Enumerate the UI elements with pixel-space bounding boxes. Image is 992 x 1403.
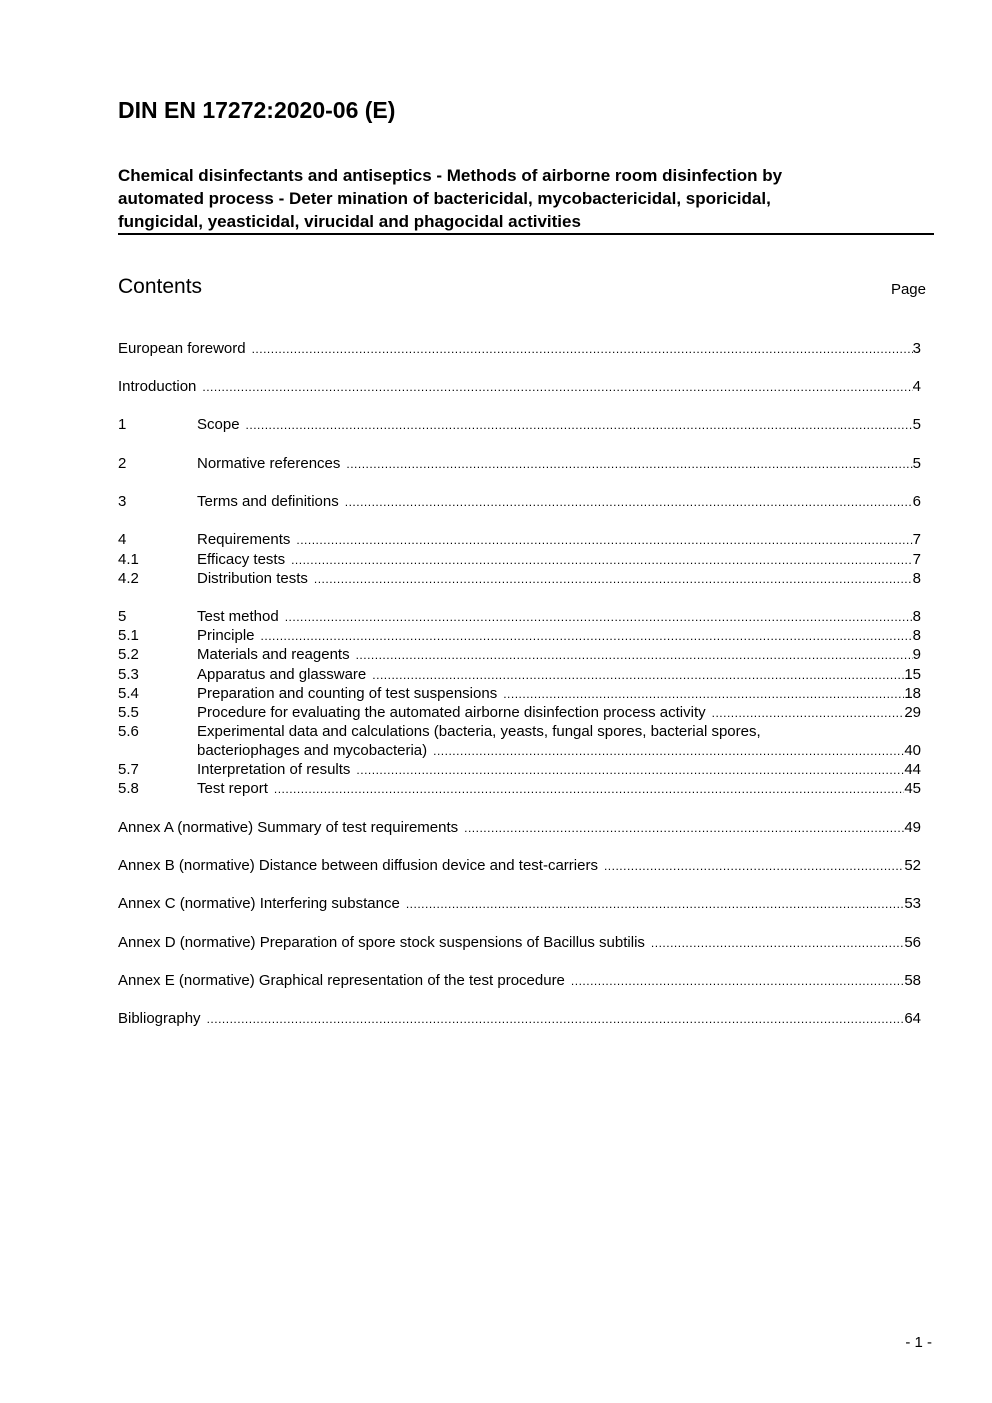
- toc-leader-dots: [356, 646, 913, 665]
- toc-entry-number: 3: [118, 493, 127, 510]
- toc-leader-dots: [464, 819, 904, 838]
- toc-entry-label: Interpretation of results: [197, 761, 351, 778]
- toc-entry-label: European foreword: [118, 340, 246, 357]
- toc-entry-label: Annex E (normative) Graphical representation of the test procedure: [118, 972, 565, 989]
- toc-entry-label: Efficacy tests: [197, 551, 286, 568]
- document-subtitle: [118, 164, 933, 233]
- toc-entry-experimental-data-line1[interactable]: [118, 722, 921, 741]
- toc-entry-annex-d[interactable]: [118, 933, 921, 952]
- toc-entry-number: 2: [118, 455, 127, 472]
- toc-entry-label: Annex B (normative) Distance between diffusion device and test-carriers: [118, 857, 598, 874]
- toc-entry-label: Annex A (normative) Summary of test requirements: [118, 819, 459, 836]
- toc-entry-number: 5.6: [118, 723, 139, 740]
- toc-entry-label: Distribution tests: [197, 570, 308, 587]
- title-divider: [118, 233, 934, 235]
- toc-entry-page: 5: [912, 455, 921, 472]
- toc-entry-label: Scope: [197, 416, 240, 433]
- toc-entry-label: Normative references: [197, 455, 341, 472]
- toc-entry-label: Requirements: [197, 531, 291, 548]
- page-column-heading: Page: [890, 281, 926, 298]
- toc-leader-dots: [503, 685, 904, 704]
- toc-entry-number: 4.1: [118, 551, 139, 568]
- toc-entry-preparation-counting[interactable]: [118, 684, 921, 703]
- toc-entry-page: 3: [912, 340, 921, 357]
- toc-entry-page: 64: [904, 1010, 921, 1027]
- toc-entry-label: Materials and reagents: [197, 646, 350, 663]
- toc-entry-test-method[interactable]: [118, 607, 921, 626]
- toc-entry-test-report[interactable]: [118, 779, 921, 798]
- toc-leader-dots: [314, 570, 913, 589]
- toc-entry-annex-e[interactable]: [118, 971, 921, 990]
- toc-entry-number: 4.2: [118, 570, 139, 587]
- page-number: - 1 -: [905, 1334, 932, 1351]
- toc-entry-apparatus-glassware[interactable]: [118, 665, 921, 684]
- toc-entry-number: 5.5: [118, 704, 139, 721]
- toc-entry-page: 15: [904, 666, 921, 683]
- toc-leader-dots: [604, 857, 904, 876]
- toc-entry-terms-definitions[interactable]: [118, 492, 921, 511]
- toc-leader-dots: [571, 972, 904, 991]
- document-title: DIN EN 17272:2020-06 (E): [118, 97, 396, 123]
- toc-entry-number: 5.3: [118, 666, 139, 683]
- toc-entry-label: Procedure for evaluating the automated airborne disinfection process activity: [197, 704, 706, 721]
- toc-entry-page: 45: [904, 780, 921, 797]
- toc-entry-number: 1: [118, 416, 127, 433]
- toc-leader-dots: [712, 704, 905, 723]
- toc-entry-annex-a[interactable]: [118, 818, 921, 837]
- toc-entry-normative-references[interactable]: [118, 454, 921, 473]
- toc-leader-dots: [285, 608, 913, 627]
- toc-entry-page: 18: [904, 685, 921, 702]
- toc-entry-annex-c[interactable]: [118, 894, 921, 913]
- toc-entry-page: 56: [904, 934, 921, 951]
- toc-entry-page: 7: [912, 531, 921, 548]
- toc-leader-dots: [345, 493, 913, 512]
- toc-entry-number: 5.8: [118, 780, 139, 797]
- toc-entry-page: 53: [904, 895, 921, 912]
- toc-leader-dots: [252, 340, 913, 359]
- toc-entry-principle[interactable]: [118, 626, 921, 645]
- toc-entry-label: Apparatus and glassware: [197, 666, 367, 683]
- toc-entry-page: 5: [912, 416, 921, 433]
- toc-entry-number: 5.1: [118, 627, 139, 644]
- toc-leader-dots: [296, 531, 912, 550]
- toc-entry-page: 40: [904, 742, 921, 759]
- toc-entry-page: 9: [912, 646, 921, 663]
- toc-leader-dots: [356, 761, 904, 780]
- toc-entry-number: 5: [118, 608, 127, 625]
- toc-entry-scope[interactable]: [118, 415, 921, 434]
- contents-heading: Contents: [118, 275, 203, 298]
- toc-entry-label: Terms and definitions: [197, 493, 339, 510]
- toc-entry-number: 5.2: [118, 646, 139, 663]
- toc-entry-page: 52: [904, 857, 921, 874]
- toc-entry-distribution-tests[interactable]: [118, 569, 921, 588]
- toc-entry-page: 29: [904, 704, 921, 721]
- toc-entry-efficacy-tests[interactable]: [118, 550, 921, 569]
- toc-leader-dots: [274, 780, 904, 799]
- toc-entry-annex-b[interactable]: [118, 856, 921, 875]
- toc-leader-dots: [202, 378, 912, 397]
- toc-entry-label: Test report: [197, 780, 268, 797]
- toc-leader-dots: [651, 934, 904, 953]
- toc-entry-number: 5.7: [118, 761, 139, 778]
- toc-entry-label: Annex C (normative) Interfering substance: [118, 895, 400, 912]
- toc-entry-label: Introduction: [118, 378, 197, 395]
- toc-entry-label: bacteriophages and mycobacteria): [197, 742, 428, 759]
- toc-entry-requirements[interactable]: [118, 530, 921, 549]
- toc-entry-page: 4: [912, 378, 921, 395]
- toc-entry-label: Annex D (normative) Preparation of spore stock suspensions of Bacillus subtilis: [118, 934, 645, 951]
- toc-entry-label: Bibliography: [118, 1010, 201, 1027]
- toc-entry-page: 44: [904, 761, 921, 778]
- subtitle-line: Chemical disinfectants and antiseptics - Methods of airborne room disinfection by: [118, 166, 783, 185]
- toc-entry-introduction[interactable]: [118, 377, 921, 396]
- toc-entry-procedure-evaluating[interactable]: [118, 703, 921, 722]
- subtitle-line: automated process - Deter mination of bactericidal, mycobactericidal, sporicidal,: [118, 189, 771, 208]
- toc-leader-dots: [291, 551, 913, 570]
- toc-entry-european-foreword[interactable]: [118, 339, 921, 358]
- toc-entry-page: 8: [912, 627, 921, 644]
- toc-entry-label: Test method: [197, 608, 279, 625]
- toc-leader-dots: [207, 1010, 905, 1029]
- toc-entry-number: 5.4: [118, 685, 139, 702]
- toc-leader-dots: [406, 895, 905, 914]
- toc-leader-dots: [346, 455, 912, 474]
- toc-entry-page: 6: [912, 493, 921, 510]
- toc-leader-dots: [372, 666, 904, 685]
- toc-entry-label: Preparation and counting of test suspensions: [197, 685, 498, 702]
- toc-entry-label: Experimental data and calculations (bacteria, yeasts, fungal spores, bacterial spores,: [197, 723, 761, 740]
- toc-entry-materials-reagents[interactable]: [118, 645, 921, 664]
- toc-entry-page: 8: [912, 570, 921, 587]
- toc-entry-number: 4: [118, 531, 127, 548]
- toc-entry-page: 8: [912, 608, 921, 625]
- toc-entry-page: 58: [904, 972, 921, 989]
- toc-entry-label: Principle: [197, 627, 255, 644]
- toc-leader-dots: [433, 742, 904, 761]
- toc-entry-experimental-data-line2[interactable]: [118, 741, 921, 760]
- toc-leader-dots: [246, 416, 913, 435]
- subtitle-line: fungicidal, yeasticidal, virucidal and phagocidal activities: [118, 212, 581, 231]
- toc-entry-interpretation-results[interactable]: [118, 760, 921, 779]
- toc-entry-bibliography[interactable]: [118, 1009, 921, 1028]
- toc-entry-page: 49: [904, 819, 921, 836]
- toc-entry-page: 7: [912, 551, 921, 568]
- toc-leader-dots: [261, 627, 913, 646]
